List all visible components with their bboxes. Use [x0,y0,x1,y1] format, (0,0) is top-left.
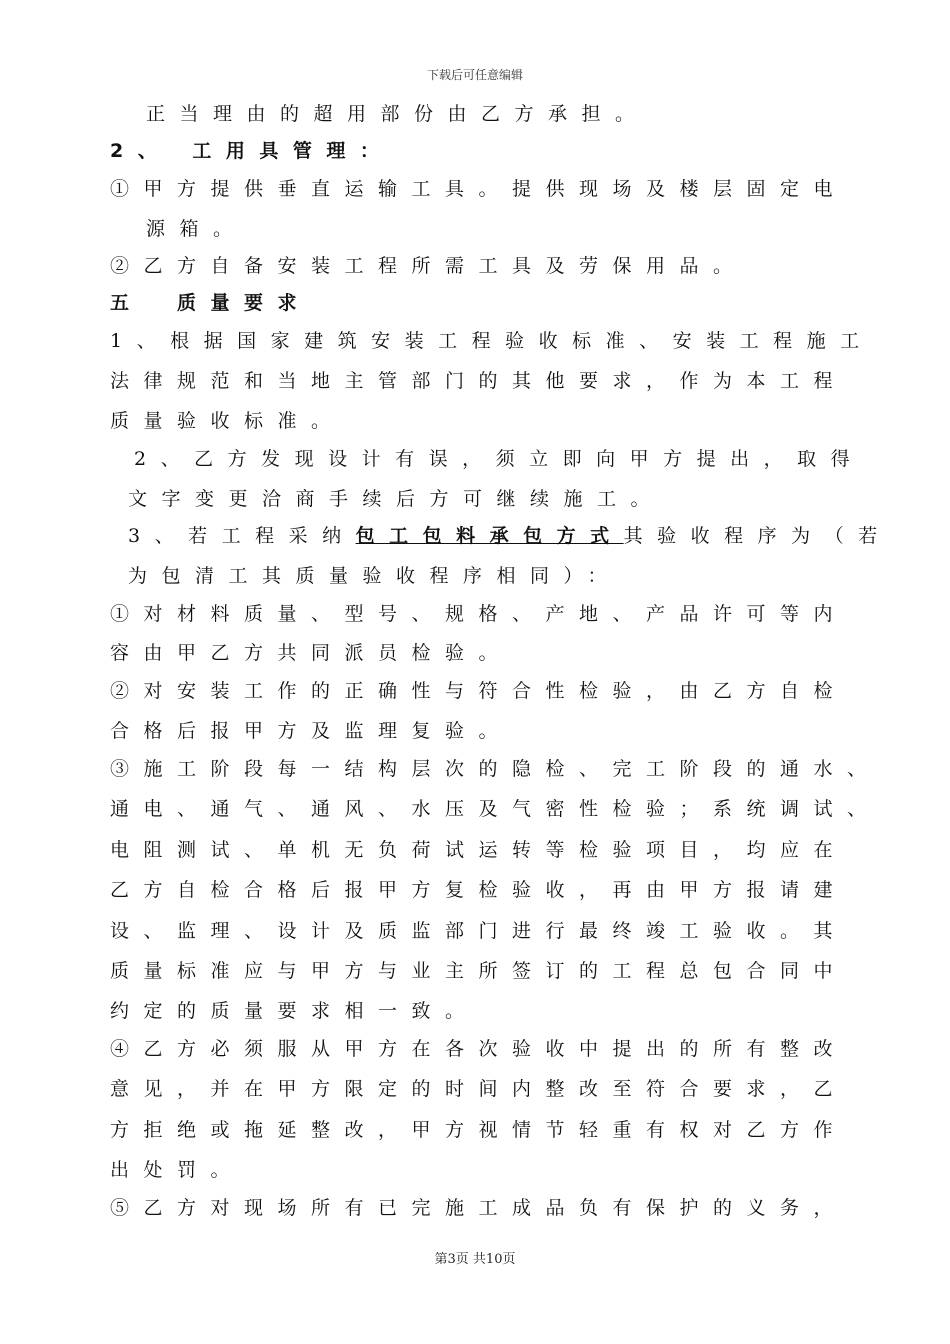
text-line: 出处罚。 [110,1159,245,1181]
text-line: 正当理由的超用部份由乙方承担。 [146,103,649,125]
text-line: ④乙方必须服从甲方在各次验收中提出的所有整改 [110,1038,848,1060]
page-header: 下载后可任意编辑 [426,68,523,82]
text-line-with-underline [128,524,918,548]
text-line: 合格后报甲方及监理复验。 [110,720,513,742]
text-line: 设、监理、设计及质监部门进行最终竣工验收。其 [110,920,848,942]
text-line: 电阻测试、单机无负荷试运转等检验项目，均应在 [110,839,848,861]
text-line: ①甲方提供垂直运输工具。提供现场及楼层固定电 [110,178,848,200]
text-line: 为包清工其质量验收程序相同）： [128,565,622,587]
text-line: 法律规范和当地主管部门的其他要求，作为本工程 [110,370,848,392]
text-line: 文字变更洽商手续后方可继续施工。 [128,488,665,510]
text-line: 容由甲乙方共同派员检验。 [110,642,513,664]
text-line: 1、根据国家建筑安装工程验收标准、安装工程施工 [110,330,874,352]
text-segment: 其验收程序为（若 [623,525,892,547]
text-segment: 3、若工程采纳 [128,525,356,547]
text-line: 乙方自检合格后报甲方复检验收，再由甲方报请建 [110,879,848,901]
text-line: 源箱。 [146,218,247,240]
text-line: 约定的质量要求相一致。 [110,1000,479,1022]
text-line: ②对安装工作的正确性与符合性检验，由乙方自检 [110,680,848,702]
text-line: 质量标准应与甲方与业主所签订的工程总包合同中 [110,960,848,982]
text-line: 方拒绝或拖延整改，甲方视情节轻重有权对乙方作 [110,1119,848,1141]
text-line: ⑤乙方对现场所有已完施工成品负有保护的义务， [110,1197,848,1219]
text-line: 2、乙方发现设计有误，须立即向甲方提出，取得 [134,448,865,470]
section-heading: 五 质量要求 [110,292,312,314]
text-line: 意见，并在甲方限定的时间内整改至符合要求，乙 [110,1078,848,1100]
underlined-term: 包工包料承包方式 [355,525,624,547]
text-line: ①对材料质量、型号、规格、产地、产品许可等内 [110,603,848,625]
text-line: 质量验收标准。 [110,410,345,432]
text-line: ③施工阶段每一结构层次的隐检、完工阶段的通水、 [110,758,881,780]
text-line: 通电、通气、通风、水压及气密性检验；系统调试、 [110,798,881,820]
text-line: ②乙方自备安装工程所需工具及劳保用品。 [110,255,747,277]
section-heading: 2、 工用具管理： [110,140,394,162]
page-footer: 第3页 共10页 [434,1252,516,1267]
